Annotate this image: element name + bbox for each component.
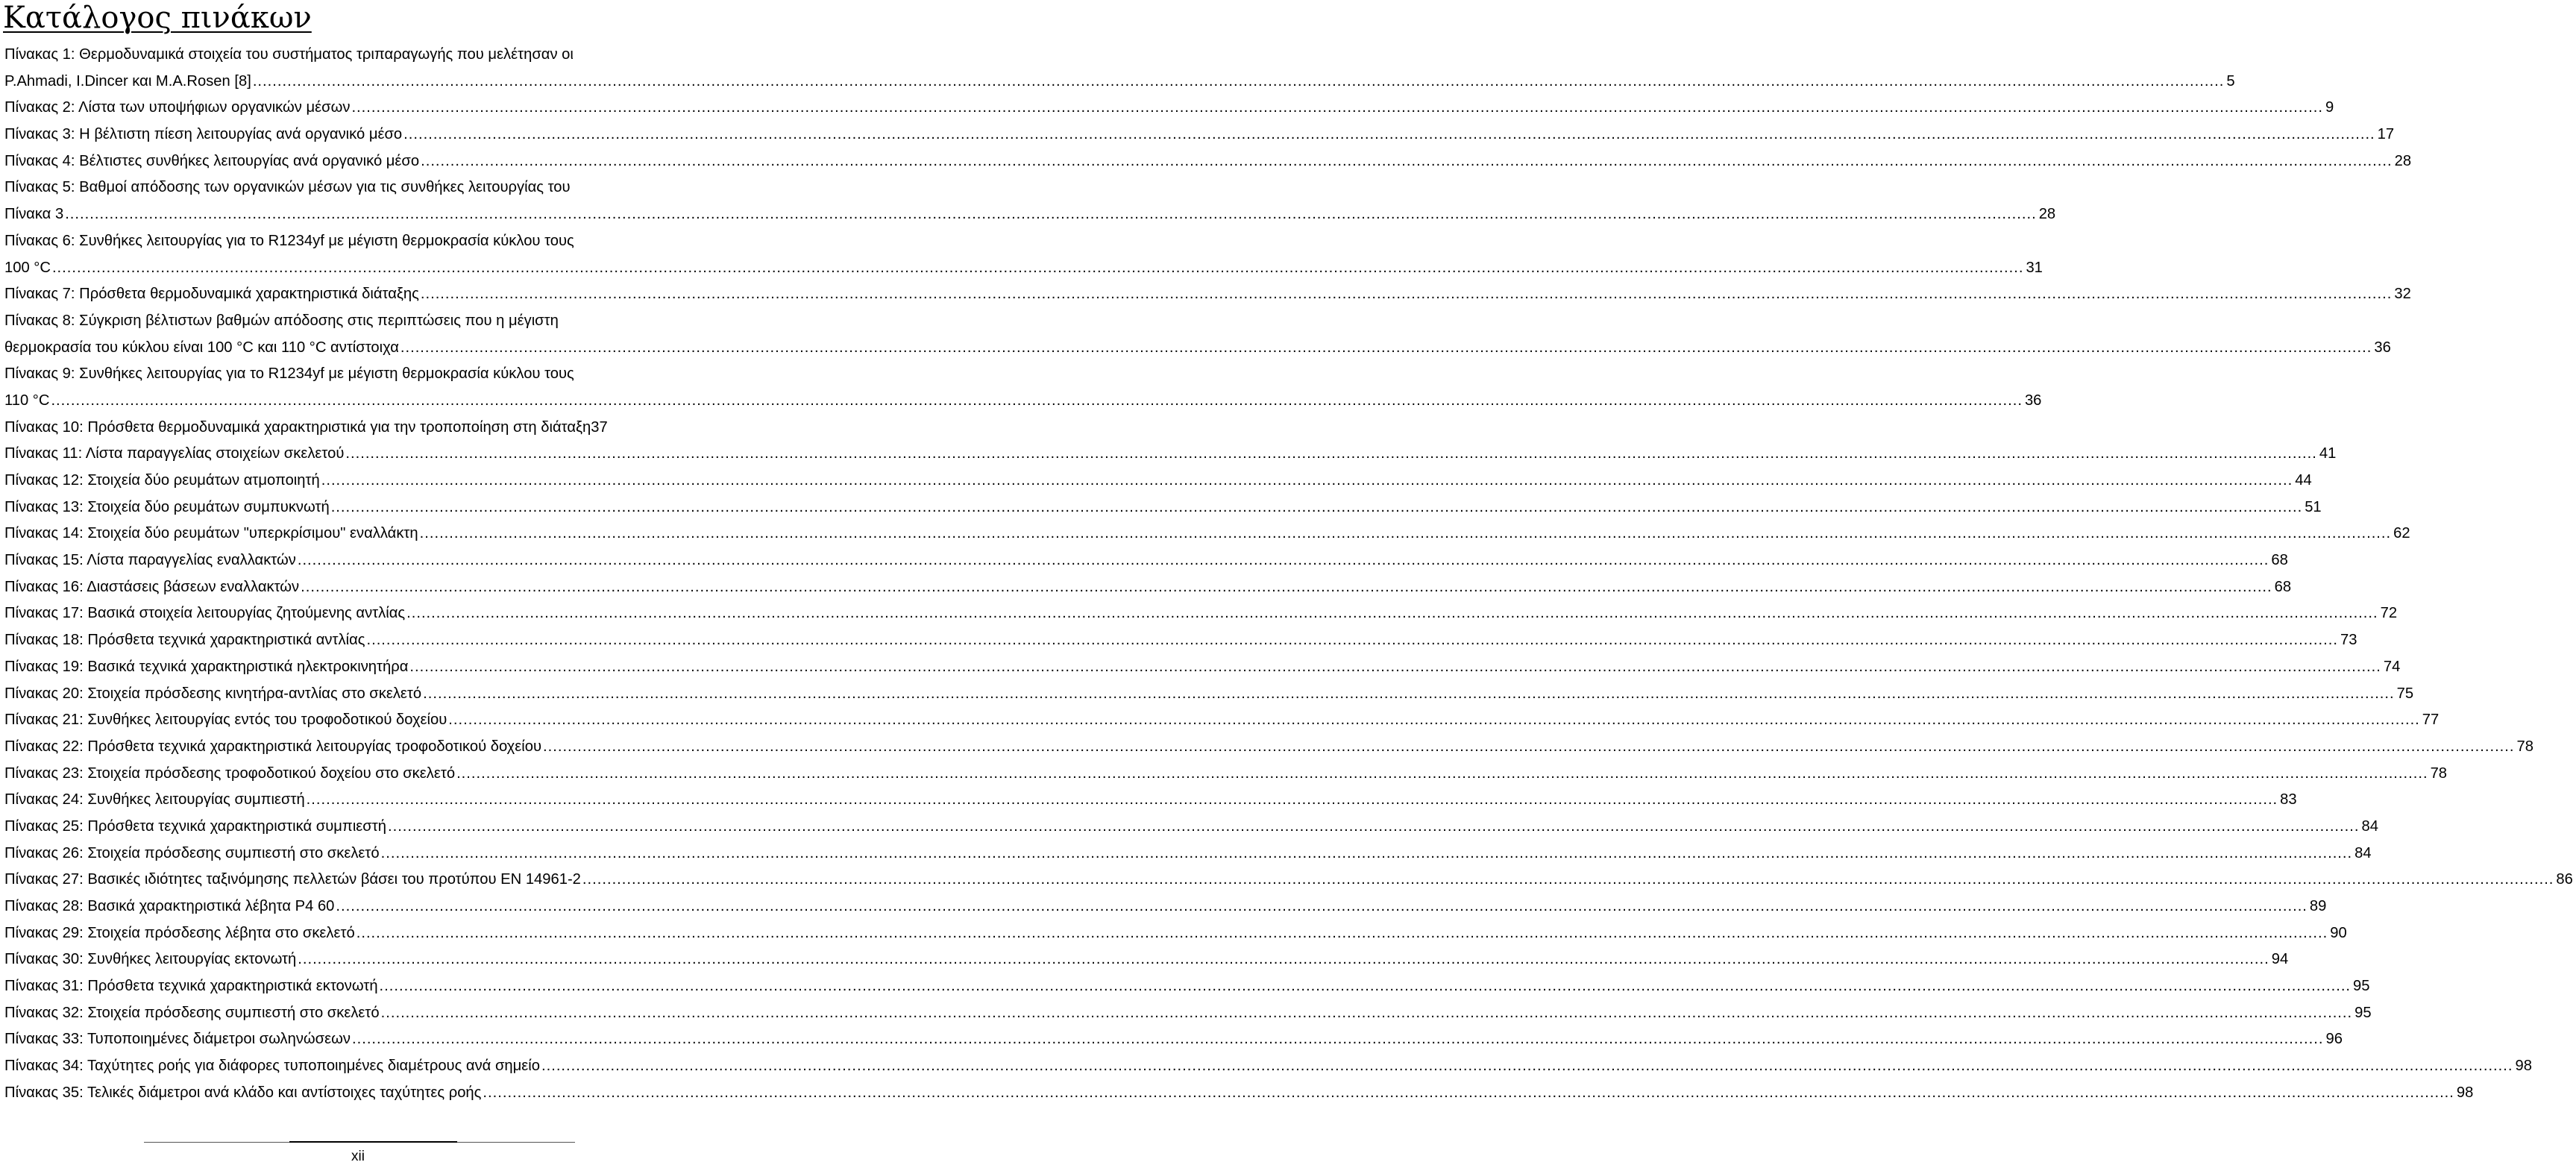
toc-entry-text: Πίνακας 10: Πρόσθετα θερμοδυναμικά χαρακτηριστικά για την τροποποίηση στη διάταξη (4, 418, 591, 436)
toc-dot-leader: ................................................................................................................................................................................................................................................................................................................................................................................................................ (51, 392, 2023, 409)
toc-entry-page: 74 (2383, 658, 2401, 675)
toc-entry-text: Πίνακας 14: Στοιχεία δύο ρευμάτων "υπερκρίσιμου" εναλλάκτη (4, 525, 418, 542)
toc-dot-leader: ................................................................................................................................................................................................................................................................................................................................................................................................................ (582, 871, 2554, 888)
toc-entry-line[interactable] (4, 867, 2573, 894)
toc-entry-page: 86 (2556, 871, 2573, 888)
toc-dot-leader: ................................................................................................................................................................................................................................................................................................................................................................................................................ (345, 445, 2317, 462)
toc-dot-leader: ................................................................................................................................................................................................................................................................................................................................................................................................................ (352, 1031, 2324, 1048)
toc-dot-leader: ................................................................................................................................................................................................................................................................................................................................................................................................................ (380, 1004, 2353, 1021)
toc-entry-page: 51 (2305, 498, 2322, 515)
toc-entry-line (4, 42, 716, 69)
toc-entry-page: 95 (2353, 978, 2370, 995)
toc-entry-text: Πίνακας 24: Συνθήκες λειτουργίας συμπιεστή (4, 791, 305, 809)
toc-dot-leader: ................................................................................................................................................................................................................................................................................................................................................................................................................ (448, 712, 2420, 729)
toc-entry-line[interactable] (4, 1000, 2372, 1027)
toc-entry-line[interactable] (4, 1026, 2343, 1053)
toc-dot-leader: ................................................................................................................................................................................................................................................................................................................................................................................................................ (423, 685, 2395, 702)
toc-entry-line (4, 228, 716, 255)
toc-entry-page: 44 (2295, 472, 2312, 489)
footer-rule-accent (289, 1141, 457, 1143)
toc-dot-leader: ................................................................................................................................................................................................................................................................................................................................................................................................................ (336, 898, 2308, 914)
toc-entry-text: Πίνακας 3: Η βέλτιστη πίεση λειτουργίας ανά οργανικό μέσο (4, 126, 403, 143)
toc-entry-text: Πίνακας 28: Βασικά χαρακτηριστικά λέβητα P4 60 (4, 898, 335, 914)
toc-dot-leader: ................................................................................................................................................................................................................................................................................................................................................................................................................ (483, 1084, 2454, 1101)
toc-entry-line[interactable] (4, 894, 2327, 920)
toc-entry-page: 98 (2456, 1084, 2474, 1101)
toc-dot-leader: ................................................................................................................................................................................................................................................................................................................................................................................................................ (421, 152, 2393, 169)
toc-entry-line[interactable] (4, 388, 2042, 415)
toc-entry-line[interactable] (4, 201, 2056, 228)
toc-entry-text: Πίνακας 19: Βασικά τεχνικά χαρακτηριστικά ηλεκτροκινητήρα (4, 658, 409, 675)
toc-dot-leader: ................................................................................................................................................................................................................................................................................................................................................................................................................ (65, 206, 2037, 223)
toc-entry-page: 89 (2309, 898, 2327, 914)
toc-entry-text: θερμοκρασία του κύκλου είναι 100 °C και 110 °C αντίστοιχα (4, 339, 399, 356)
toc-dot-leader: ................................................................................................................................................................................................................................................................................................................................................................................................................ (356, 924, 2328, 941)
toc-entry-line[interactable] (4, 841, 2372, 867)
toc-entry-line[interactable] (4, 335, 2391, 362)
toc-entry-text: Πίνακας 34: Ταχύτητες ροής για διάφορες τυποποιημένες διαμέτρους ανά σημείο (4, 1058, 540, 1075)
toc-entry-text: Πίνακας 9: Συνθήκες λειτουργίας για το R1234yf με μέγιστη θερμοκρασία κύκλου τους (4, 365, 574, 383)
toc-entry-text: Πίνακας 29: Στοιχεία πρόσδεσης λέβητα στο σκελετό (4, 924, 355, 941)
toc-entry-page: 77 (2422, 712, 2440, 729)
toc-dot-leader: ................................................................................................................................................................................................................................................................................................................................................................................................................ (409, 658, 2381, 675)
toc-entry-text: P.Ahmadi, I.Dincer και M.A.Rosen [8] (4, 72, 251, 90)
toc-entry-page: 75 (2396, 685, 2414, 702)
toc-dot-leader: ................................................................................................................................................................................................................................................................................................................................................................................................................ (406, 605, 2378, 622)
toc-entry-text: Πίνακας 12: Στοιχεία δύο ρευμάτων ατμοποιητή (4, 472, 320, 489)
toc-entry-line[interactable] (4, 973, 2370, 1000)
toc-entry-page: 73 (2340, 632, 2357, 649)
toc-entry-page: 9 (2325, 99, 2334, 116)
toc-entry-text: 110 °C (4, 392, 50, 409)
toc-entry-line[interactable] (4, 600, 2398, 627)
table-of-tables-list (4, 42, 2573, 1107)
toc-entry-page: 36 (2024, 392, 2042, 409)
toc-entry-line[interactable] (4, 681, 2414, 708)
toc-entry-page: 62 (2393, 525, 2410, 542)
toc-entry-text: Πίνακας 16: Διαστάσεις βάσεων εναλλακτών (4, 578, 300, 595)
toc-dot-leader: ................................................................................................................................................................................................................................................................................................................................................................................................................ (456, 764, 2428, 782)
toc-dot-leader: ................................................................................................................................................................................................................................................................................................................................................................................................................ (321, 472, 2293, 489)
toc-entry-line[interactable] (4, 441, 2337, 468)
toc-dot-leader: ................................................................................................................................................................................................................................................................................................................................................................................................................ (380, 844, 2353, 861)
toc-entry-line[interactable] (4, 814, 2378, 841)
toc-entry-line[interactable] (4, 521, 2410, 547)
toc-entry-line[interactable] (4, 547, 2288, 574)
toc-dot-leader: ................................................................................................................................................................................................................................................................................................................................................................................................................ (366, 632, 2338, 649)
toc-entry-line[interactable] (4, 281, 2411, 308)
toc-entry-text: Πίνακας 2: Λίστα των υποψήφιων οργανικών μέσων (4, 99, 351, 116)
toc-dot-leader: ................................................................................................................................................................................................................................................................................................................................................................................................................ (51, 259, 2024, 276)
toc-dot-leader: ................................................................................................................................................................................................................................................................................................................................................................................................................ (298, 951, 2269, 968)
toc-dot-leader: ................................................................................................................................................................................................................................................................................................................................................................................................................ (403, 126, 2375, 143)
page-title: Κατάλογος πινάκων (3, 1, 312, 35)
toc-entry-page: 5 (2226, 72, 2235, 90)
toc-entry-text: Πίνακας 31: Πρόσθετα τεχνικά χαρακτηριστικά εκτονωτή (4, 978, 378, 995)
toc-entry-line[interactable] (4, 1080, 2474, 1107)
toc-entry-page: 31 (2026, 259, 2043, 276)
toc-entry-line (4, 361, 716, 388)
toc-entry-line[interactable] (4, 920, 2347, 947)
toc-entry-text: Πίνακας 17: Βασικά στοιχεία λειτουργίας ζητούμενης αντλίας (4, 605, 406, 622)
toc-entry-text: Πίνακας 23: Στοιχεία πρόσδεσης τροφοδοτικού δοχείου στο σκελετό (4, 764, 456, 782)
footer-rule (144, 1142, 575, 1143)
toc-entry-page: 98 (2515, 1058, 2532, 1075)
toc-entry-line (4, 308, 716, 335)
toc-entry-line[interactable] (4, 255, 2043, 282)
toc-entry-page: 84 (2354, 844, 2372, 861)
toc-dot-leader: ................................................................................................................................................................................................................................................................................................................................................................................................................ (306, 791, 2278, 809)
toc-entry-text: Πίνακας 35: Τελικές διάμετροι ανά κλάδο και αντίστοιχες ταχύτητες ροής (4, 1084, 482, 1101)
toc-entry-page: 68 (2274, 578, 2292, 595)
toc-dot-leader: ................................................................................................................................................................................................................................................................................................................................................................................................................ (543, 738, 2515, 755)
toc-entry-text: Πίνακας 1: Θερμοδυναμικά στοιχεία του συστήματος τριπαραγωγής που μελέτησαν οι (4, 46, 574, 63)
toc-dot-leader: ................................................................................................................................................................................................................................................................................................................................................................................................................ (297, 552, 2269, 569)
toc-entry-text: Πίνακας 20: Στοιχεία πρόσδεσης κινητήρα-αντλίας στο σκελετό (4, 685, 422, 702)
toc-entry-page: 41 (2319, 445, 2337, 462)
toc-entry-text: Πίνακας 30: Συνθήκες λειτουργίας εκτονωτή (4, 951, 297, 968)
toc-entry-page: 95 (2354, 1004, 2372, 1021)
toc-entry-page: 78 (2430, 764, 2448, 782)
toc-entry-text: Πίνακας 13: Στοιχεία δύο ρευμάτων συμπυκνωτή (4, 498, 330, 515)
toc-dot-leader: ................................................................................................................................................................................................................................................................................................................................................................................................................ (400, 339, 2372, 356)
toc-entry-page: 78 (2516, 738, 2533, 755)
toc-entry-line[interactable] (4, 148, 2412, 175)
toc-entry-page: 32 (2394, 286, 2411, 303)
toc-entry-line[interactable] (4, 122, 2395, 148)
toc-entry-line[interactable] (4, 468, 2312, 494)
toc-entry-text: Πίνακας 27: Βασικές ιδιότητες ταξινόμησης πελλετών βάσει του προτύπου EN 14961-2 (4, 871, 581, 888)
toc-entry-text: Πίνακας 8: Σύγκριση βέλτιστων βαθμών απόδοσης στις περιπτώσεις που η μέγιστη (4, 312, 559, 329)
toc-entry-text: Πίνακας 25: Πρόσθετα τεχνικά χαρακτηριστικά συμπιεστή (4, 817, 386, 835)
toc-entry-page: 37 (591, 418, 608, 436)
toc-entry-text: Πίνακας 6: Συνθήκες λειτουργίας για το R1234yf με μέγιστη θερμοκρασία κύκλου τους (4, 232, 574, 249)
toc-dot-leader: ................................................................................................................................................................................................................................................................................................................................................................................................................ (420, 286, 2393, 303)
toc-entry-text: Πίνακα 3 (4, 206, 64, 223)
toc-entry-line[interactable] (4, 946, 2289, 973)
toc-entry-line[interactable] (4, 627, 2357, 654)
toc-entry-page: 17 (2377, 126, 2395, 143)
toc-entry-text: Πίνακας 5: Βαθμοί απόδοσης των οργανικών μέσων για τις συνθήκες λειτουργίας του (4, 179, 571, 196)
toc-entry-page: 84 (2361, 817, 2378, 835)
page-number: xii (351, 1149, 365, 1164)
toc-dot-leader: ................................................................................................................................................................................................................................................................................................................................................................................................................ (301, 578, 2272, 595)
toc-entry-page: 94 (2271, 951, 2289, 968)
toc-entry-line[interactable] (4, 494, 2322, 521)
toc-entry-line[interactable] (4, 787, 2297, 814)
toc-dot-leader: ................................................................................................................................................................................................................................................................................................................................................................................................................ (379, 978, 2352, 995)
toc-entry-text: 100 °C (4, 259, 51, 276)
toc-entry-page: 83 (2280, 791, 2297, 809)
toc-dot-leader: ................................................................................................................................................................................................................................................................................................................................................................................................................ (419, 525, 2392, 542)
toc-entry-text: Πίνακας 18: Πρόσθετα τεχνικά χαρακτηριστικά αντλίας (4, 632, 365, 649)
toc-entry-text: Πίνακας 26: Στοιχεία πρόσδεσης συμπιεστή στο σκελετό (4, 844, 380, 861)
toc-entry-page: 96 (2325, 1031, 2343, 1048)
toc-entry-line[interactable] (4, 1053, 2532, 1080)
toc-dot-leader: ................................................................................................................................................................................................................................................................................................................................................................................................................ (541, 1058, 2513, 1075)
toc-entry-line[interactable] (4, 654, 2401, 681)
toc-entry-page: 28 (2038, 206, 2056, 223)
toc-dot-leader: ................................................................................................................................................................................................................................................................................................................................................................................................................ (330, 498, 2303, 515)
toc-entry-text: Πίνακας 22: Πρόσθετα τεχνικά χαρακτηριστικά λειτουργίας τροφοδοτικού δοχείου (4, 738, 542, 755)
toc-entry-page: 68 (2271, 552, 2288, 569)
toc-entry-line (4, 175, 716, 201)
toc-entry-text: Πίνακας 21: Συνθήκες λειτουργίας εντός του τροφοδοτικού δοχείου (4, 712, 447, 729)
toc-entry-line[interactable] (4, 734, 2533, 761)
toc-entry-line[interactable] (4, 69, 2235, 95)
toc-entry-text: Πίνακας 4: Βέλτιστες συνθήκες λειτουργίας ανά οργανικό μέσο (4, 152, 420, 169)
toc-entry-page: 36 (2374, 339, 2391, 356)
toc-entry-text: Πίνακας 32: Στοιχεία πρόσδεσης συμπιεστή στο σκελετό (4, 1004, 380, 1021)
toc-entry-line[interactable] (4, 95, 2334, 122)
toc-entry-page: 72 (2380, 605, 2398, 622)
toc-entry-page: 28 (2394, 152, 2412, 169)
toc-entry-page: 90 (2330, 924, 2347, 941)
toc-entry-text: Πίνακας 11: Λίστα παραγγελίας στοιχείων σκελετού (4, 445, 345, 462)
toc-dot-leader: ................................................................................................................................................................................................................................................................................................................................................................................................................ (252, 72, 2225, 90)
toc-entry-text: Πίνακας 7: Πρόσθετα θερμοδυναμικά χαρακτηριστικά διάταξης (4, 286, 419, 303)
toc-dot-leader: ................................................................................................................................................................................................................................................................................................................................................................................................................ (351, 99, 2323, 116)
toc-entry-line[interactable] (4, 761, 2448, 788)
toc-entry-text: Πίνακας 33: Τυποποιημένες διάμετροι σωληνώσεων (4, 1031, 351, 1048)
toc-entry-line[interactable] (4, 574, 2292, 601)
toc-entry-line[interactable] (4, 415, 716, 442)
toc-dot-leader: ................................................................................................................................................................................................................................................................................................................................................................................................................ (387, 817, 2360, 835)
toc-entry-text: Πίνακας 15: Λίστα παραγγελίας εναλλακτών (4, 552, 296, 569)
toc-entry-line[interactable] (4, 707, 2440, 734)
